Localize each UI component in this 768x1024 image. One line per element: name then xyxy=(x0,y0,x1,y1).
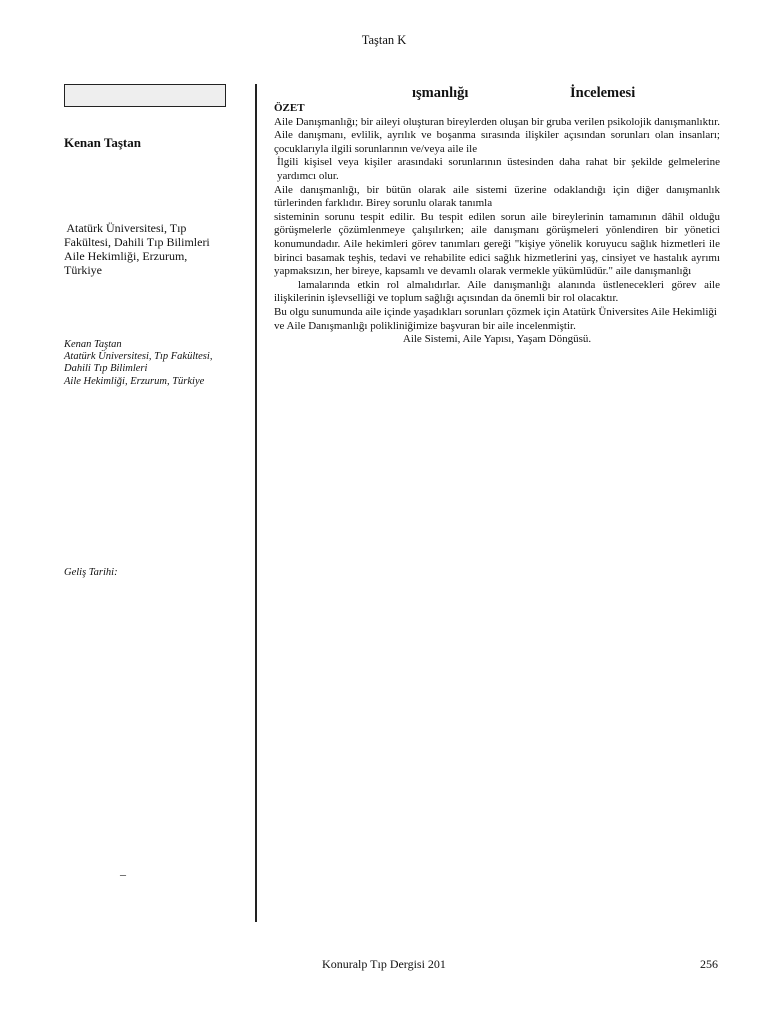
author-affiliation xyxy=(64,221,244,277)
affiliation-line: Aile Hekimliği, Erzurum, xyxy=(64,249,188,263)
article-title-part1: ışmanlığı xyxy=(412,85,469,101)
article-title-part2: İncelemesi xyxy=(570,85,636,101)
correspondence-line: Dahili Tıp Bilimleri xyxy=(64,363,148,375)
journal-logo-box xyxy=(64,84,226,107)
dash-mark: – xyxy=(120,867,126,881)
affiliation-line: Atatürk Üniversitesi, Tıp xyxy=(64,221,187,235)
abstract-paragraph: lamalarında etkin rol almalıdırlar. Aile danışmanlığı alanında üstlenecekleri görev aile ilişkilerinin işlevselliği ve toplum sağlığı açısından da önemli bir rol olacaktır. xyxy=(274,278,720,305)
author-name: Kenan Taştan xyxy=(64,135,141,150)
correspondence-line: Atatürk Üniversitesi, Tıp Fakültesi, xyxy=(64,351,213,363)
abstract-heading: ÖZET xyxy=(274,102,305,114)
affiliation-line: Türkiye xyxy=(64,263,102,277)
running-header: Taştan K xyxy=(361,33,407,47)
correspondence-line: Kenan Taştan xyxy=(64,339,122,350)
received-date-label: Geliş Tarihi: xyxy=(64,567,118,578)
keywords: Aile Sistemi, Aile Yapısı, Yaşam Döngüsü. xyxy=(402,333,592,346)
abstract-paragraph: İlgili kişisel veya kişiler arasındaki sorunlarının üstesinden daha rahat bir şekilde gelmelerine yardımcı olur. xyxy=(277,156,720,182)
abstract-paragraph: sisteminin sorunu tespit edilir. Bu tespit edilen sorun aile bireylerinin tamamının dâhil olduğu görüşmelerle çözümlenmeye çalışılırken; aile danışmanı görüşmeleri yönlendiren bir yönetici konumundadır. Aile hekimleri görev tanımları gereği "kişiye yönelik koruyucu sağlık hizmetleri ile birinci basamak teşhis, tedavi ve rehabilite edici sağlık hizmetlerini yaş, cinsiyet ve hastalık ayrımı yapmaksızın, her bireye, kapsamlı ve devamlı olarak vermekle yükümlüdür." aile danışmanlığı xyxy=(274,210,720,278)
abstract-paragraph: Aile danışmanlığı, bir bütün olarak aile sistemi üzerine odaklandığı için diğer danışmanlık türlerinden farklıdır. Birey sorunlu olarak tanımla xyxy=(274,183,720,210)
abstract-paragraph: Aile Danışmanlığı; bir aileyi oluşturan bireylerden oluşan bir gruba verilen psikolojik danışmanlıktır. Aile danışmanı, evlilik, ayrılık ve boşanma sırasında ilişkiler açısından sorunları olan insanları; çocuklarıyla ilgili sorunlarının ve/veya aile ile xyxy=(274,115,720,155)
correspondence-address xyxy=(64,339,254,388)
column-divider xyxy=(255,84,257,922)
abstract-paragraph: Bu olgu sunumunda aile içinde yaşadıkları sorunları çözmek için Atatürk Üniversites Aile Hekimliği ve Aile Danışmanlığı polikliniğimize başvuran bir aile incelenmiştir. xyxy=(274,305,717,332)
journal-footer: Konuralp Tıp Dergisi 201 xyxy=(322,957,446,971)
abstract xyxy=(274,102,720,347)
page-number: 256 xyxy=(700,957,718,971)
affiliation-line: Fakültesi, Dahili Tıp Bilimleri xyxy=(64,235,210,249)
correspondence-line: Aile Hekimliği, Erzurum, Türkiye xyxy=(64,375,205,387)
